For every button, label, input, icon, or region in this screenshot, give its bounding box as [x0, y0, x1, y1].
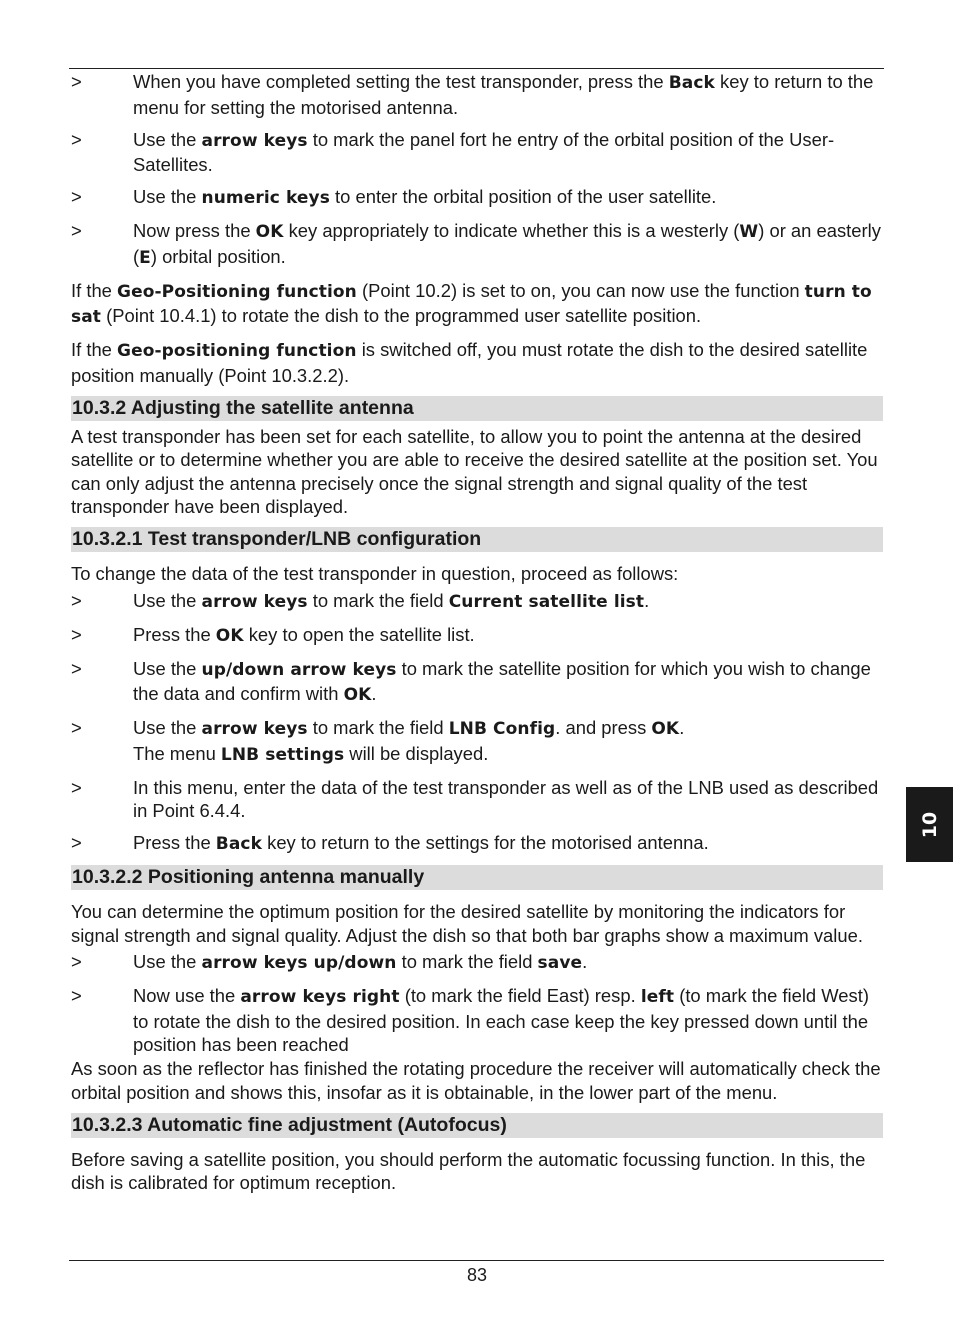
text-run: to mark the panel fort he entry of the orbital position of the User-Satellites. — [133, 128, 835, 175]
section-heading-positioning-manually: 10.3.2.2 Positioning antenna manually — [71, 865, 883, 890]
instruction-item — [71, 657, 883, 708]
text-run: . — [644, 589, 650, 611]
text-run: Press the — [133, 832, 216, 853]
paragraph-group-top — [71, 279, 883, 388]
key-term: Current satellite list — [448, 591, 645, 612]
section-heading-adjusting-antenna: 10.3.2 Adjusting the satellite antenna — [71, 396, 883, 421]
key-term: W — [739, 222, 759, 242]
chapter-tab — [906, 787, 953, 862]
text-run: When you have completed setting the test transponder, press the — [133, 71, 669, 92]
key-term: save — [537, 953, 583, 973]
instruction-item — [71, 623, 883, 649]
key-term: Back — [215, 834, 263, 854]
text-run: to mark the field — [396, 951, 538, 972]
text-run: If the — [71, 279, 118, 301]
text-run: to mark the satellite position for which you wish to change the data and confirm with — [133, 657, 871, 704]
text-run: (to mark the field West) to rotate the dish to the desired position. In each case keep the key pressed down until the position has been reached — [133, 985, 869, 1055]
paragraph — [71, 338, 883, 387]
key-term: numeric keys — [201, 188, 330, 208]
key-term: arrow keys — [201, 130, 308, 151]
arrow-bullet: > — [71, 623, 82, 645]
top-rule — [69, 68, 884, 69]
text-run: Use the — [133, 717, 202, 738]
text-run: key to return to the menu for setting the motorised antenna. — [133, 71, 874, 118]
key-term: OK — [343, 685, 372, 705]
key-term: OK — [215, 625, 244, 646]
key-term: left — [640, 987, 675, 1007]
instruction-item — [71, 128, 883, 177]
text-run: . — [582, 951, 588, 972]
instruction-item — [71, 716, 883, 767]
key-term: arrow keys — [201, 719, 308, 739]
text-run: Use the — [133, 186, 202, 207]
key-term: OK — [255, 222, 284, 242]
key-term: arrow keys up/down — [201, 953, 397, 973]
instruction-item — [71, 589, 883, 615]
key-term: LNB settings — [220, 744, 345, 765]
key-term: arrow keys — [201, 591, 308, 612]
key-term: up/down arrow keys — [201, 659, 397, 680]
page-number: 83 — [466, 1265, 488, 1285]
text-run: will be displayed. — [344, 742, 489, 764]
instruction-text — [133, 623, 883, 649]
instruction-text — [133, 716, 883, 767]
text-run: to mark the field — [307, 589, 449, 611]
key-term: OK — [651, 719, 680, 739]
key-term: E — [139, 247, 151, 268]
arrow-bullet: > — [71, 589, 82, 611]
paragraph-test-transponder: To change the data of the test transponder in question, proceed as follows: — [71, 563, 679, 584]
arrow-bullet: > — [71, 657, 82, 679]
instruction-text — [133, 776, 883, 823]
chapter-tab-label: 10 — [918, 811, 941, 838]
text-run: key to return to the settings for the motorised antenna. — [262, 832, 709, 853]
instruction-text — [133, 219, 883, 270]
instruction-item — [71, 984, 883, 1057]
key-term: Back — [668, 73, 715, 93]
instruction-list-top — [71, 70, 883, 270]
instruction-item — [71, 831, 883, 857]
text-run: to mark the field — [307, 717, 449, 738]
instruction-text — [133, 950, 883, 976]
text-run: (Point 10.4.1) to rotate the dish to the programmed user satellite position. — [101, 305, 702, 326]
text-run: Use the — [133, 128, 202, 150]
text-run: The menu — [133, 742, 221, 764]
key-term: LNB Config — [448, 719, 556, 739]
text-run: Press the — [133, 623, 216, 645]
text-run: Use the — [133, 657, 202, 679]
arrow-bullet: > — [71, 186, 82, 207]
instruction-text — [133, 70, 883, 119]
instruction-item — [71, 185, 883, 211]
key-term: Geo-positioning function — [117, 341, 357, 361]
text-run: to enter the orbital position of the user satellite. — [329, 186, 717, 207]
instruction-item — [71, 219, 883, 270]
text-run: is switched off, you must rotate the dish to the desired satellite position manually (Point 10.3.2.2). — [71, 339, 868, 386]
text-run: Now press the — [133, 220, 256, 241]
page-content — [71, 70, 883, 1203]
arrow-bullet: > — [71, 832, 82, 853]
text-run: . — [679, 717, 685, 738]
instruction-text — [133, 128, 883, 177]
section-heading-autofocus: 10.3.2.3 Automatic fine adjustment (Autofocus) — [71, 1113, 883, 1138]
paragraph-autofocus: Before saving a satellite position, you should perform the automatic focussing function. In this, the dish is calibrated for optimum reception. — [71, 1148, 866, 1193]
text-run: If the — [71, 339, 118, 360]
instruction-text — [133, 185, 883, 211]
arrow-bullet: > — [71, 128, 82, 150]
text-run: Use the — [133, 589, 202, 611]
key-term: arrow keys right — [240, 987, 400, 1007]
text-run: ) orbital position. — [150, 245, 286, 267]
key-term: turn to sat — [71, 281, 872, 327]
instruction-text — [133, 831, 883, 857]
paragraph — [71, 279, 883, 330]
text-run: Use the — [133, 951, 202, 972]
instruction-text — [133, 589, 883, 615]
arrow-bullet: > — [71, 985, 82, 1006]
text-run: . — [371, 683, 377, 704]
key-term: Geo-Positioning function — [117, 281, 357, 302]
instruction-text — [133, 657, 883, 708]
instruction-item — [71, 776, 883, 823]
text-run: (Point 10.2) is set to on, you can now use the function — [356, 279, 805, 301]
instruction-item — [71, 950, 883, 976]
arrow-bullet: > — [71, 220, 82, 241]
arrow-bullet: > — [71, 776, 82, 798]
text-run: ) or an easterly ( — [133, 220, 881, 267]
paragraph-reflector-rotation: As soon as the reflector has finished the rotating procedure the receiver will automatically check the orbital position and shows this, insofar as it is obtainable, in the lower part of the menu. — [71, 1058, 881, 1103]
text-run: . and press — [555, 717, 652, 738]
bottom-rule — [69, 1260, 884, 1261]
text-run: In this menu, enter the data of the test transponder as well as of the LNB used as described in Point 6.4.4. — [133, 776, 879, 821]
instruction-list-positioning — [71, 950, 883, 1057]
text-run: key to open the satellite list. — [243, 623, 475, 645]
text-run: Now use the — [133, 985, 241, 1006]
instruction-list-test-transponder — [71, 589, 883, 857]
arrow-bullet: > — [71, 71, 82, 92]
arrow-bullet: > — [71, 717, 82, 738]
text-run: key appropriately to indicate whether this is a westerly ( — [283, 220, 740, 241]
section-heading-test-transponder: 10.3.2.1 Test transponder/LNB configuration — [71, 527, 883, 552]
text-run: (to mark the field East) resp. — [399, 985, 641, 1006]
paragraph-positioning-manually: You can determine the optimum position for the desired satellite by monitoring the indicators for signal strength and signal quality. Adjust the dish so that both bar graphs show a maximum value. — [71, 901, 863, 946]
arrow-bullet: > — [71, 951, 82, 972]
instruction-text — [133, 984, 883, 1057]
paragraph-adjusting-antenna: A test transponder has been set for each satellite, to allow you to point the antenna at the desired satellite or to determine whether you are able to receive the desired satellite at the position set. You can only adjust the antenna precisely once the signal strength and signal quality of the test transponder have been displayed. — [71, 425, 878, 517]
instruction-item — [71, 70, 883, 119]
